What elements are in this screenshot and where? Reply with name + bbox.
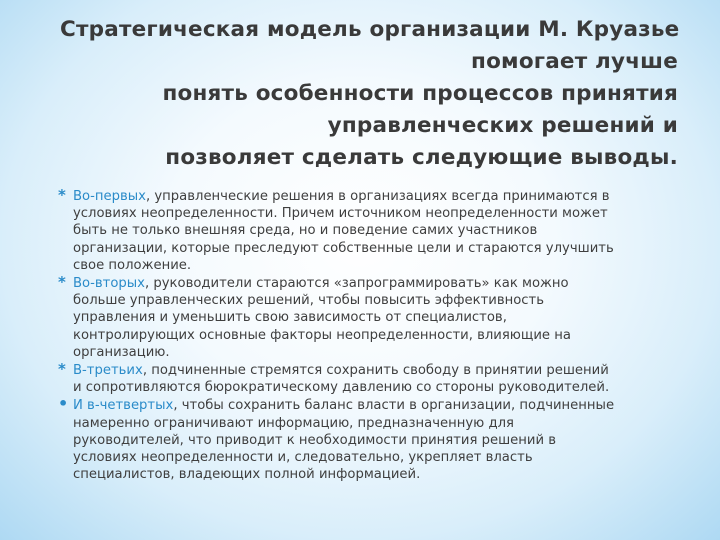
item-lead: И в-четвертых <box>73 398 174 414</box>
item-line: организации, которые преследуют собственные цели и стараются улучшить <box>73 240 614 256</box>
item-text: , управленческие решения в организациях всегда принимаются в <box>145 189 610 204</box>
item-line <box>73 275 688 292</box>
item-lead: Во-вторых <box>73 276 145 292</box>
slide-title <box>60 14 678 174</box>
item-line: больше управленческих решений, чтобы повысить эффективность <box>73 293 544 309</box>
asterisk-bullet-icon: * <box>58 273 66 292</box>
title-line: позволяет сделать следующие выводы. <box>165 145 678 170</box>
item-lead: Во-первых <box>73 189 146 204</box>
title-line: управленческих решений и <box>327 113 678 138</box>
item-line: и сопротивляются бюрократическому давлению со стороны руководителей. <box>73 380 610 396</box>
item-lead: В-третьих <box>73 363 143 379</box>
item-text: , подчиненные стремятся сохранить свободу в принятии решений <box>142 363 609 379</box>
list-item <box>58 394 688 483</box>
item-line <box>73 188 688 205</box>
item-line: руководителей, что приводит к необходимости принятия решений в <box>73 432 556 448</box>
list-item <box>58 362 688 396</box>
item-line: свое положение. <box>73 257 192 273</box>
item-line: организацию. <box>73 344 170 360</box>
asterisk-bullet-icon: * <box>58 186 66 204</box>
item-line: намеренно ограничивают информацию, предназначенную для <box>73 415 514 431</box>
item-text: , руководители стараются «запрограммировать» как можно <box>144 276 569 292</box>
item-line: управления и уменьшить свою зависимость от специалистов, <box>73 310 507 326</box>
item-line: быть не только внешняя среда, но и поведение самих участников <box>73 223 538 239</box>
item-line: специалистов, владеющих полной информацией. <box>73 467 421 483</box>
title-line: помогает лучше <box>471 49 678 74</box>
item-line: условиях неопределенности и, следовательно, укрепляет власть <box>73 450 533 466</box>
dot-bullet-icon: • <box>58 394 69 414</box>
bullet-list <box>58 188 688 484</box>
title-line: Стратегическая модель организации М. Круазье <box>60 17 680 42</box>
list-item <box>58 275 688 361</box>
item-text: , чтобы сохранить баланс власти в организации, подчиненные <box>173 398 615 414</box>
list-item <box>58 188 688 274</box>
item-line: условиях неопределенности. Причем источником неопределенности может <box>73 206 608 222</box>
item-line: контролирующих основные факторы неопределенности, влияющие на <box>73 327 571 343</box>
asterisk-bullet-icon: * <box>58 360 66 379</box>
item-line <box>73 397 688 414</box>
item-line <box>73 362 688 379</box>
title-line: понять особенности процессов принятия <box>162 81 678 106</box>
